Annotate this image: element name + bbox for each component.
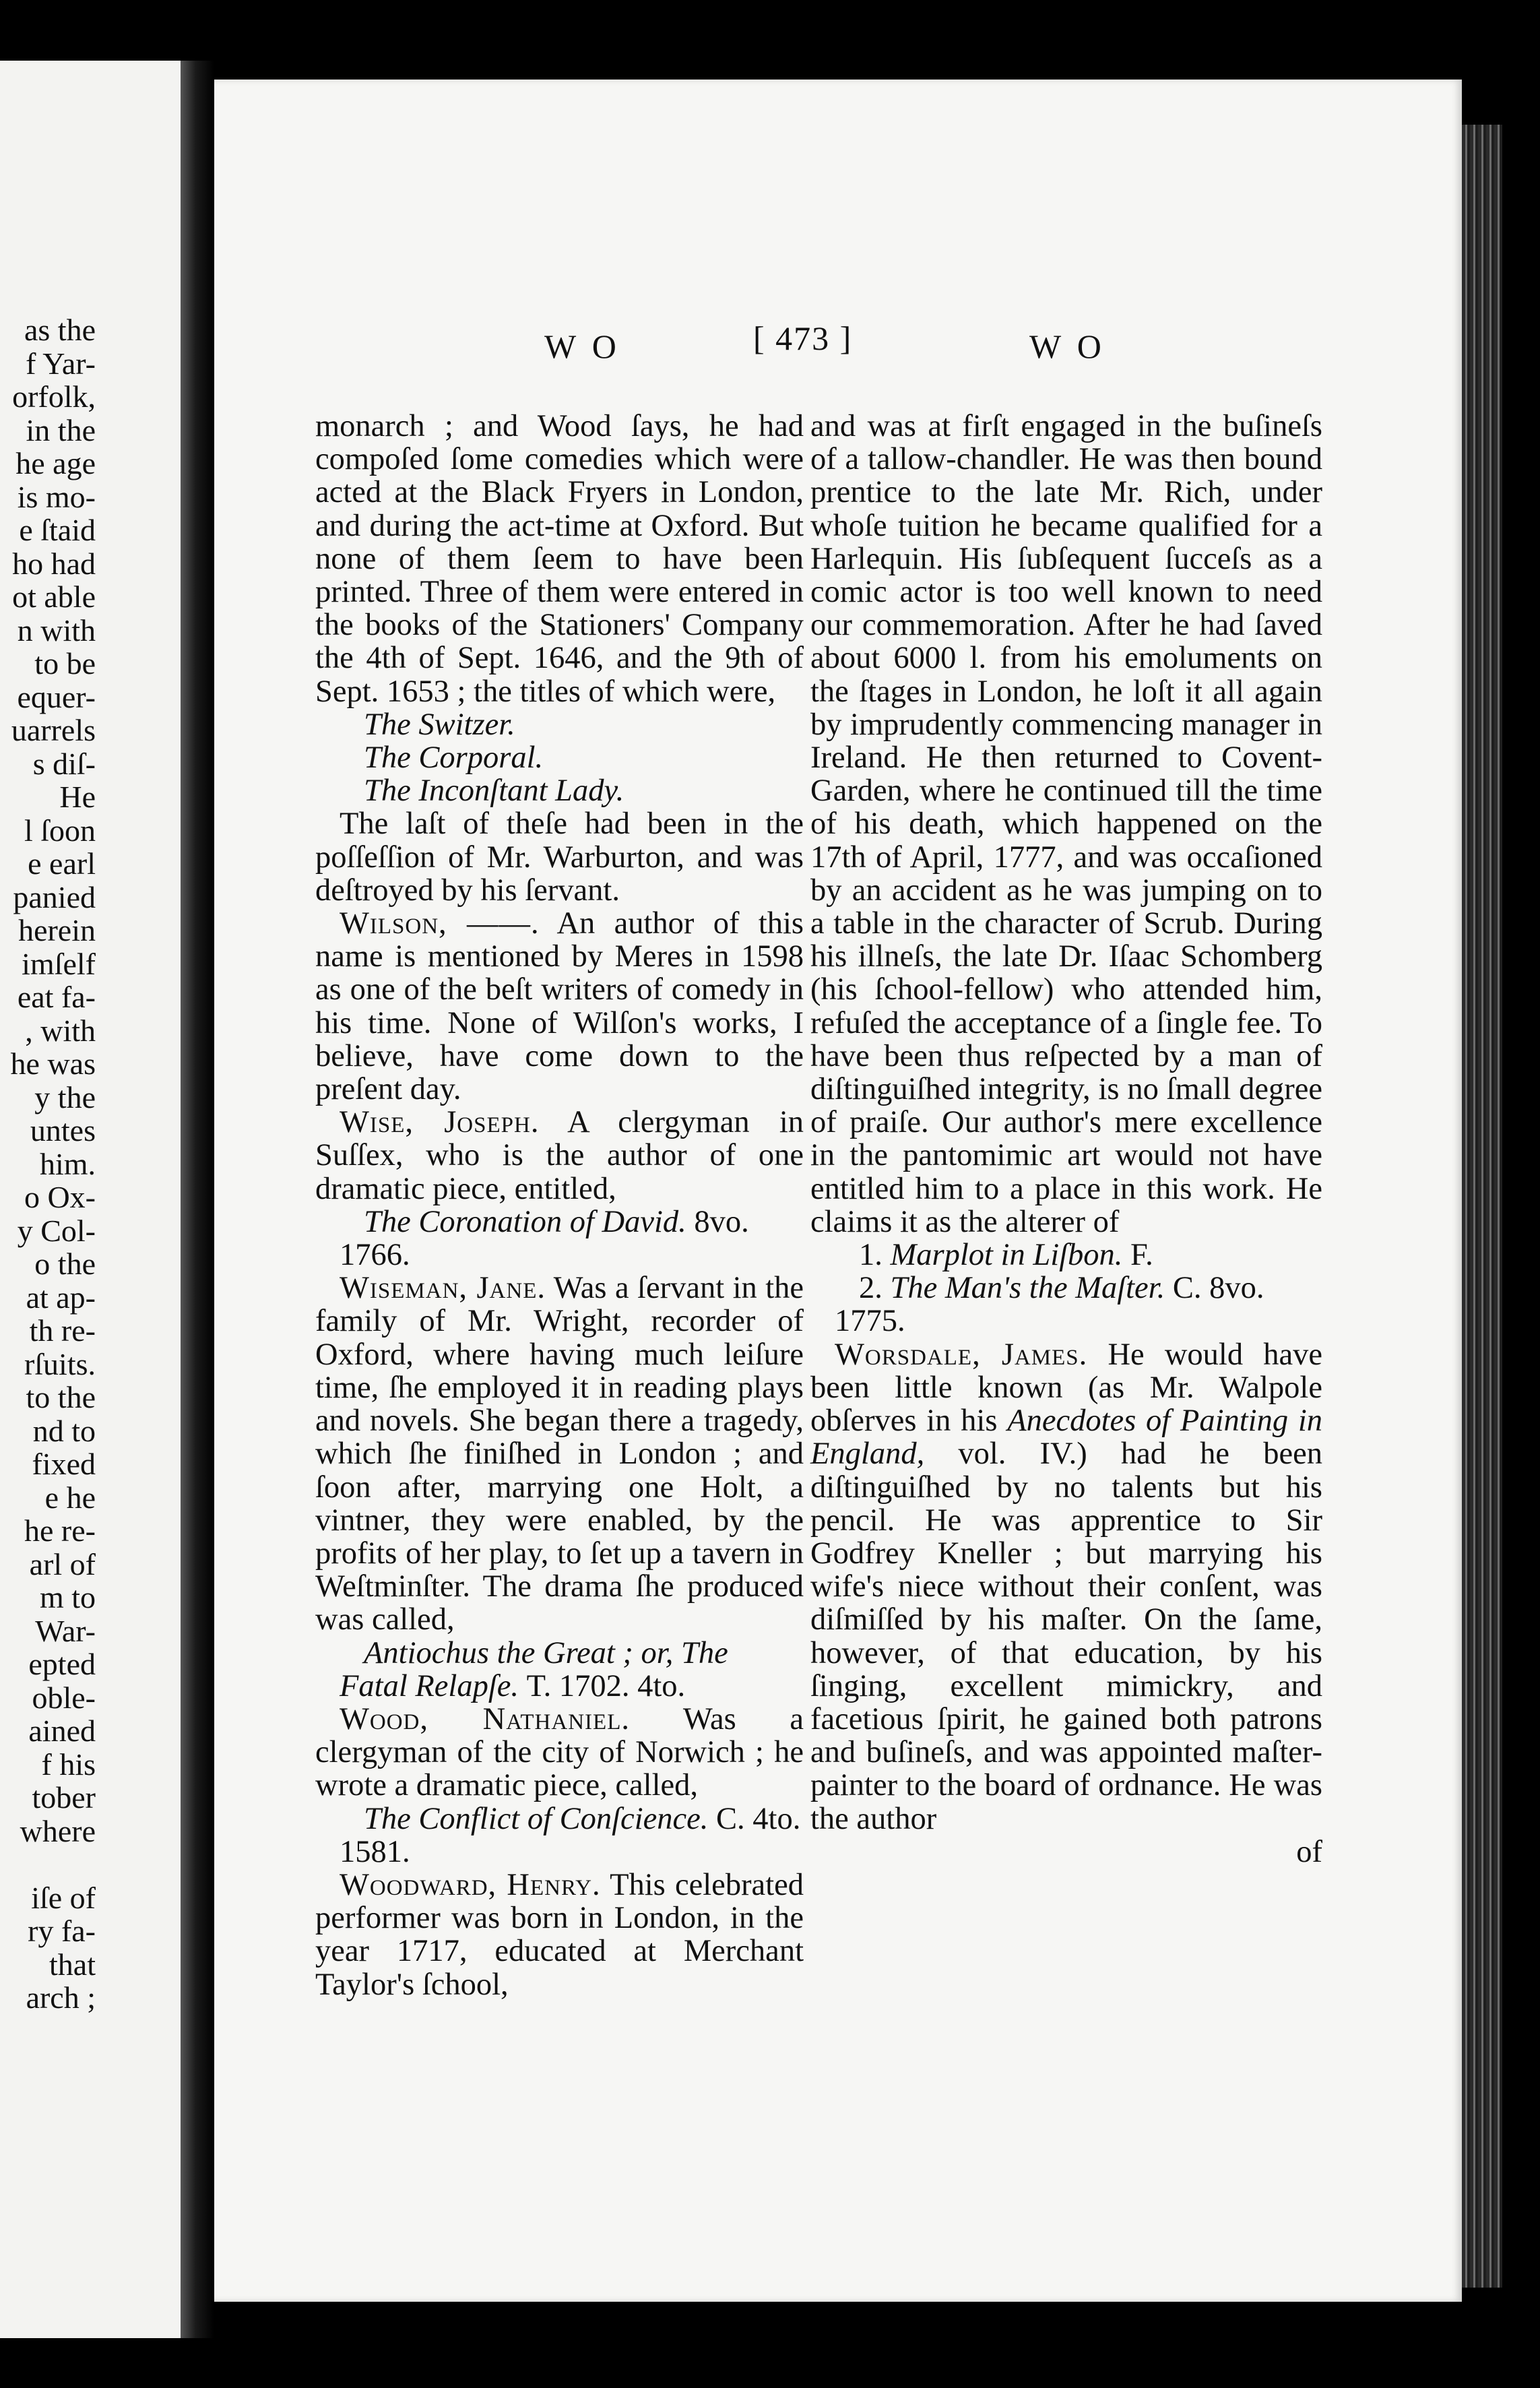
entry-wiseman (315, 1271, 804, 1636)
play-format: T. 1702. 4to. (526, 1668, 686, 1703)
previous-page-fragment: War- (35, 1613, 96, 1648)
play-title-line (315, 1802, 804, 1835)
previous-page-fragment: uarrels (11, 713, 96, 747)
previous-page-fragment: to the (26, 1380, 96, 1414)
previous-page-fragment: he re- (24, 1513, 96, 1548)
play-title: The Corporal. (364, 741, 544, 776)
play-title-line (315, 1205, 804, 1238)
previous-page-fragment: nd to (32, 1413, 96, 1448)
play-format: F. (1130, 1238, 1153, 1273)
previous-page-fragment: ot able (12, 579, 96, 614)
previous-page-fragment: to be (34, 646, 96, 681)
previous-page-fragment: f his (41, 1747, 96, 1782)
header-right: W O (1029, 327, 1105, 365)
previous-page-fragment: f Yar- (26, 346, 96, 381)
previous-page-fragment: o the (34, 1247, 96, 1281)
previous-page-fragment: m to (39, 1580, 96, 1614)
play-list-item (810, 1271, 1322, 1305)
previous-page-fragment: at ap- (26, 1280, 96, 1315)
entry-name: Wilson, ——. (340, 906, 540, 941)
previous-page-fragment: untes (30, 1113, 96, 1148)
previous-page-text-fragments (0, 313, 96, 2015)
entry-text: Was a ſervant in the family of Mr. Wright, recorder of Oxford, where having much leiſure time, ſhe employed it in reading plays and novels. She began there a tragedy, which ſhe finiſhed in London ; and ſoon after, marrying one Holt, a vintner, they were enabled, by the profits of her play, to ſet up a tavern in Weſtminſter. The drama ſhe produced was called, (315, 1271, 804, 1637)
previous-page-fragment: arl of (29, 1546, 96, 1581)
previous-page-fragment: e earl (28, 846, 96, 881)
entry-name: Wiseman, Jane. (340, 1271, 546, 1306)
right-column (810, 410, 1322, 1868)
previous-page-edge (0, 61, 181, 2338)
play-year: 1766. (340, 1238, 410, 1273)
play-title: The Coronation of David. (364, 1204, 686, 1239)
previous-page-fragment: n with (17, 612, 96, 648)
play-title: The Man's the Maſter. (890, 1271, 1165, 1306)
previous-page-fragment: him. (39, 1146, 96, 1181)
previous-page-fragment: arch ; (26, 1980, 96, 2015)
play-format: C. 8vo. (1172, 1271, 1264, 1306)
paragraph: monarch ; and Wood ſays, he had compoſed ſome comedies which were acted at the Black Fryers in London, and during the act-time at Oxford. But none of them ſeem to have been printed. Three of them were entered in the books of the Stationers' Company the 4th of Sept. 1646, and the 9th of Sept. 1653 ; the titles of which were, (315, 409, 804, 709)
entry-worsdale (810, 1338, 1322, 1835)
play-title: The Inconſtant Lady. (364, 774, 624, 809)
entry-name: Worsdale, James. (835, 1337, 1088, 1372)
play-title: The Switzer. (364, 707, 515, 742)
item-number: 2. (859, 1271, 883, 1306)
play-title: The Conflict of Conſcience. (364, 1801, 709, 1836)
book-title: Anecdotes of Painting in England, (810, 1404, 1323, 1472)
play-title: Marplot in Liſbon. (890, 1238, 1123, 1273)
entry-wise (315, 1106, 804, 1205)
play-format: C. 4to. (716, 1801, 801, 1836)
previous-page-fragment: equer- (17, 679, 96, 714)
entry-wilson (315, 907, 804, 1106)
previous-page-fragment: ry fa- (28, 1914, 96, 1948)
previous-page-fragment: e he (44, 1480, 96, 1515)
previous-page-fragment: rſuits. (24, 1346, 96, 1381)
entry-name: Woodward, Henry. (340, 1867, 601, 1902)
entry-name: Wise, Joseph. (340, 1105, 540, 1140)
page-number: [ 473 ] (753, 319, 853, 357)
previous-page-fragment: o Ox- (24, 1180, 96, 1214)
previous-page-fragment: He (59, 780, 96, 814)
play-year: 1775. (835, 1304, 905, 1339)
previous-page-fragment: orfolk, (12, 379, 96, 414)
previous-page-fragment: epted (28, 1647, 96, 1681)
book-page (214, 80, 1462, 2302)
entry-text: A clergyman in Suſſex, who is the author of one dramatic piece, entitled, (315, 1105, 804, 1206)
book-gutter (181, 61, 214, 2338)
previous-page-fragment: in the (26, 412, 96, 447)
previous-page-fragment: , with (25, 1013, 96, 1048)
previous-page-fragment: that (49, 1947, 96, 1982)
previous-page-fragment: th re- (29, 1313, 96, 1348)
previous-page-fragment: iſe of (31, 1880, 96, 1915)
entry-woodward (315, 1868, 804, 2001)
entry-text: Was a clergyman of the city of Norwich ; he wrote a dramatic piece, called, (315, 1701, 804, 1803)
previous-page-fragment: imſelf (22, 946, 96, 981)
previous-page-fragment (0, 1848, 96, 1881)
previous-page-fragment: where (20, 1813, 96, 1848)
previous-page-fragment: tober (32, 1780, 96, 1815)
item-number: 1. (859, 1238, 883, 1273)
entry-name: Wood, Nathaniel. (340, 1701, 630, 1736)
left-column (315, 410, 804, 2001)
previous-page-fragment: oble- (32, 1680, 96, 1715)
entry-text: An author of this name is mentioned by Meres in 1598 as one of the beſt writers of comedy in his time. None of Wilſon's works, I believe, have come down to the preſent day. (315, 906, 804, 1107)
running-header (214, 319, 1462, 373)
previous-page-fragment: e ſtaid (19, 513, 96, 547)
previous-page-fragment: y the (34, 1079, 96, 1114)
entry-text: vol. IV.) had he been diſtinguiſhed by no talents but his pencil. He was apprentice to Sir Godfrey Kneller ; but marrying his wife's niece without their conſent, was diſmiſſed by his maſter. On the ſame, however, of that education, by his ſinging, excellent mimickry, and facetious ſpirit, he gained both patrons and buſineſs, and was appointed maſter-painter to the board of ordnance. He was the author (810, 1437, 1323, 1836)
entry-text: This celebrated performer was born in London, in the year 1717, educated at Merchant Taylor's ſchool, (315, 1867, 804, 2002)
previous-page-fragment: fixed (32, 1447, 96, 1481)
catchword: of (1296, 1834, 1322, 1869)
previous-page-fragment: he was (10, 1046, 96, 1081)
entry-wood (315, 1703, 804, 1802)
previous-page-fragment: s diſ- (32, 746, 96, 781)
play-year: 1581. (340, 1834, 410, 1869)
paragraph: and was at firſt engaged in the buſineſs of a tallow-chandler. He was then bound prentice to the late Mr. Rich, under whoſe tuition he became qualified for a Harlequin. His ſubſequent ſucceſs as a comic actor is too well known to need our commemoration. After he had ſaved about 6000 l. from his emoluments on the ſtages in London, he loſt it all again by imprudently commencing manager in Ireland. He then returned to Covent-Garden, where he continued till the time of his death, which happened on the 17th of April, 1777, and was occaſioned by an accident as he was jumping on to a table in the character of Scrub. During his illneſs, the late Dr. Iſaac Schomberg (his ſchool-fellow) who attended him, refuſed the acceptance of a ſingle fee. To have been thus reſpected by a man of diſtinguiſhed integrity, is no ſmall degree of praiſe. Our author's mere excellence in the pantomimic art would not have entitled him to a place in this work. He claims it as the alterer of (810, 409, 1322, 1239)
entry-text: He would have been little known (as Mr. Walpole obſerves in his (810, 1337, 1323, 1439)
previous-page-fragment: l ſoon (24, 813, 96, 848)
previous-page-fragment: y Col- (17, 1213, 96, 1248)
previous-page-fragment: eat fa- (17, 980, 96, 1014)
play-format: 8vo. (694, 1204, 749, 1239)
header-left: W O (544, 327, 620, 365)
previous-page-fragment: panied (13, 879, 96, 914)
previous-page-fragment: as the (24, 313, 96, 347)
previous-page-fragment: ho had (12, 546, 96, 581)
previous-page-fragment: is mo- (17, 479, 96, 514)
play-title: Antiochus the Great ; or, The Fatal Relapſe. (340, 1635, 728, 1703)
page-stack-edge (1462, 125, 1502, 2288)
play-list-item (810, 1238, 1322, 1271)
play-title-line (315, 1637, 804, 1703)
previous-page-fragment: ained (28, 1714, 96, 1748)
previous-page-fragment: he age (15, 446, 96, 480)
previous-page-fragment: herein (18, 913, 96, 947)
paragraph: The laſt of theſe had been in the poſſeſſion of Mr. Warburton, and was deſtroyed by his ſervant. (315, 807, 804, 908)
